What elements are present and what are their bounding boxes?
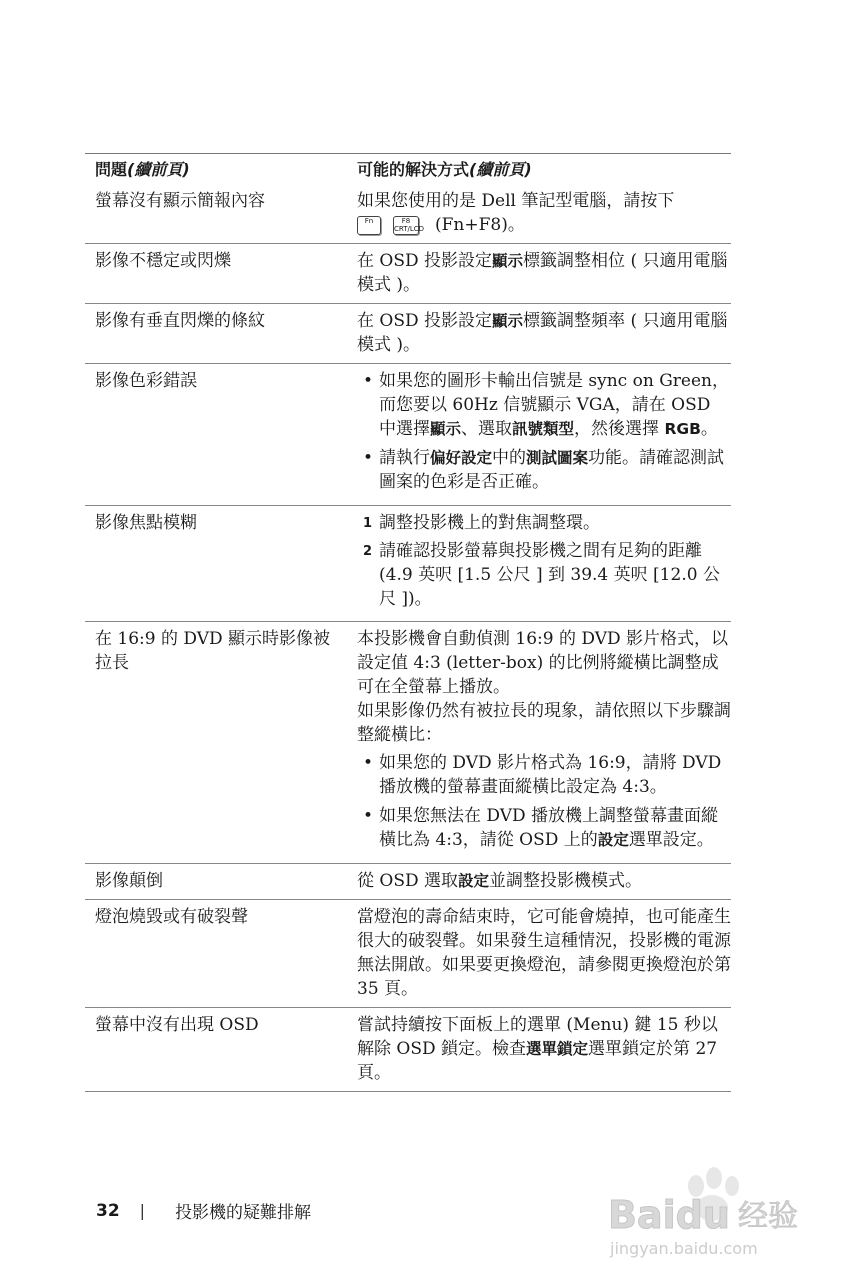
footer-separator: | xyxy=(139,1201,146,1220)
step-number: 2 xyxy=(363,544,373,559)
solution-text: 如果您使用的是 Dell 筆記型電腦，請按下 xyxy=(357,191,675,211)
solution-text: 選單設定。 xyxy=(628,830,714,850)
numbered-list xyxy=(357,511,731,611)
solution-text: 請確認投影螢幕與投影機之間有足夠的距離 xyxy=(379,541,702,561)
problem-cell: 燈泡燒毀或有破裂聲 xyxy=(95,907,248,927)
watermark-suffix: 经验 xyxy=(738,1199,798,1234)
solution-text: 從 OSD 選取 xyxy=(357,871,459,891)
menu-term: 選單鎖定 xyxy=(526,1040,589,1058)
problem-cell: 螢幕沒有顯示簡報內容 xyxy=(95,191,265,211)
menu-term: 顯示 xyxy=(492,252,524,270)
header-solution xyxy=(345,158,731,182)
solution-cell xyxy=(345,869,731,893)
header-problem xyxy=(85,158,345,182)
watermark-brand: Baidu xyxy=(608,1193,730,1237)
solution-text: 功能。請確認測試圖案的色彩是否正確。 xyxy=(379,448,725,492)
solution-text: ，然後選擇 xyxy=(574,419,665,439)
solution-text: 在 OSD 投影設定 xyxy=(357,311,493,331)
footer-title: 投影機的疑難排解 xyxy=(175,1203,312,1223)
paw-toe-icon xyxy=(706,1167,722,1189)
menu-term: RGB xyxy=(664,420,701,438)
header-problem-continued: (續前頁) xyxy=(127,160,190,179)
solution-text: 、選取 xyxy=(461,419,513,439)
table-row xyxy=(85,900,731,1008)
problem-cell: 影像不穩定或閃爍 xyxy=(95,251,231,271)
problem-cell: 螢幕中沒有出現 OSD xyxy=(95,1015,259,1035)
list-item xyxy=(357,751,731,799)
header-problem-label: 問題 xyxy=(95,160,128,179)
solution-text: 如果影像仍然有被拉長的現象，請依照以下步驟調整縱橫比： xyxy=(357,701,731,745)
step-number: 1 xyxy=(363,516,373,531)
solution-cell xyxy=(345,627,731,857)
list-item xyxy=(357,539,731,611)
solution-text: 如果您無法在 DVD 播放機上調整螢幕畫面縱橫比為 4:3，請從 OSD 上的 xyxy=(379,806,719,850)
problem-cell: 影像有垂直閃爍的條紋 xyxy=(95,311,265,331)
solution-text: 如果您的 DVD 影片格式為 16:9，請將 DVD 播放機的螢幕畫面縱橫比設定為 4:3。 xyxy=(379,753,722,797)
page-footer xyxy=(96,1198,311,1223)
watermark-url: jingyan.baidu.com xyxy=(610,1239,758,1258)
solution-cell xyxy=(345,309,731,357)
f8-key-label: F8 xyxy=(401,216,411,225)
table-header xyxy=(85,154,731,184)
solution-text: 中的 xyxy=(492,448,527,468)
header-solution-label: 可能的解決方式 xyxy=(357,160,470,179)
solution-text: 請執行 xyxy=(379,448,430,468)
menu-term: 訊號類型 xyxy=(512,420,575,438)
list-item xyxy=(357,511,731,535)
solution-text: 選單鎖定於第 27 頁。 xyxy=(357,1039,718,1083)
problem-cell: 在 16:9 的 DVD 顯示時影像被拉長 xyxy=(95,629,331,673)
baidu-watermark-logo xyxy=(608,1150,838,1260)
header-solution-continued: (續前頁) xyxy=(469,160,532,179)
problem-cell: 影像顛倒 xyxy=(95,871,163,891)
table-row xyxy=(85,184,731,244)
solution-cell xyxy=(345,1013,731,1085)
f8-key-sublabel: CRT/LCD xyxy=(394,224,425,233)
problem-cell: 影像色彩錯誤 xyxy=(95,371,197,391)
key-combo xyxy=(357,213,731,237)
solution-cell: 當燈泡的壽命結束時，它可能會燒掉，也可能產生很大的破裂聲。如果發生這種情況，投影機的電源無法開啟。如果要更換燈泡，請參閱更換燈泡於第 35 頁。 xyxy=(357,907,731,999)
solution-text: 在 OSD 投影設定 xyxy=(357,251,493,271)
table-row xyxy=(85,364,731,506)
bullet-list xyxy=(357,369,731,494)
solution-text: 標籤調整相位 ( 只適用電腦模式 )。 xyxy=(357,251,728,295)
solution-cell xyxy=(345,369,731,499)
table-row xyxy=(85,622,731,864)
table-row xyxy=(85,244,731,304)
solution-text: 本投影機會自動偵測 16:9 的 DVD 影片格式，以設定值 4:3 (letter-box) 的比例將縱橫比調整成可在全螢幕上播放。 xyxy=(357,629,729,697)
f8-key-icon xyxy=(393,216,425,235)
table-row xyxy=(85,864,731,900)
list-item xyxy=(357,804,731,852)
page-number: 32 xyxy=(96,1200,120,1221)
solution-text: 如果您的圖形卡輸出信號是 sync on Green，而您要以 60Hz 信號顯示 VGA，請在 OSD 中選擇 xyxy=(379,371,729,439)
solution-text: 調整投影機上的對焦調整環。 xyxy=(379,513,600,533)
solution-text: 並調整投影機模式。 xyxy=(489,871,643,891)
menu-term: 顯示 xyxy=(430,420,462,438)
table-row xyxy=(85,506,731,622)
solution-cell xyxy=(345,249,731,297)
table-row xyxy=(85,304,731,364)
fn-key-label: Fn xyxy=(364,216,374,225)
menu-term: 測試圖案 xyxy=(526,449,589,467)
problem-cell: 影像焦點模糊 xyxy=(95,513,197,533)
solution-text: 標籤調整頻率 ( 只適用電腦模式 )。 xyxy=(357,311,728,355)
list-item xyxy=(357,369,731,441)
menu-term: 設定 xyxy=(458,872,490,890)
fn-key-icon xyxy=(357,216,381,235)
key-combo-text: (Fn+F8)。 xyxy=(435,215,525,235)
solution-cell xyxy=(345,189,731,237)
solution-text: 嘗試持續按下面板上的選單 (Menu) 鍵 15 秒以解除 OSD 鎖定。檢查 xyxy=(357,1015,718,1059)
table-row xyxy=(85,1008,731,1092)
troubleshooting-table xyxy=(85,153,731,1092)
menu-term: 顯示 xyxy=(492,312,524,330)
bullet-list xyxy=(357,751,731,852)
list-item xyxy=(357,446,731,494)
solution-text: (4.9 英呎 [1.5 公尺 ] 到 39.4 英呎 [12.0 公尺 ])。 xyxy=(379,565,720,609)
menu-term: 偏好設定 xyxy=(430,449,493,467)
menu-term: 設定 xyxy=(597,831,629,849)
solution-cell xyxy=(345,511,731,615)
solution-text: 。 xyxy=(700,419,718,439)
